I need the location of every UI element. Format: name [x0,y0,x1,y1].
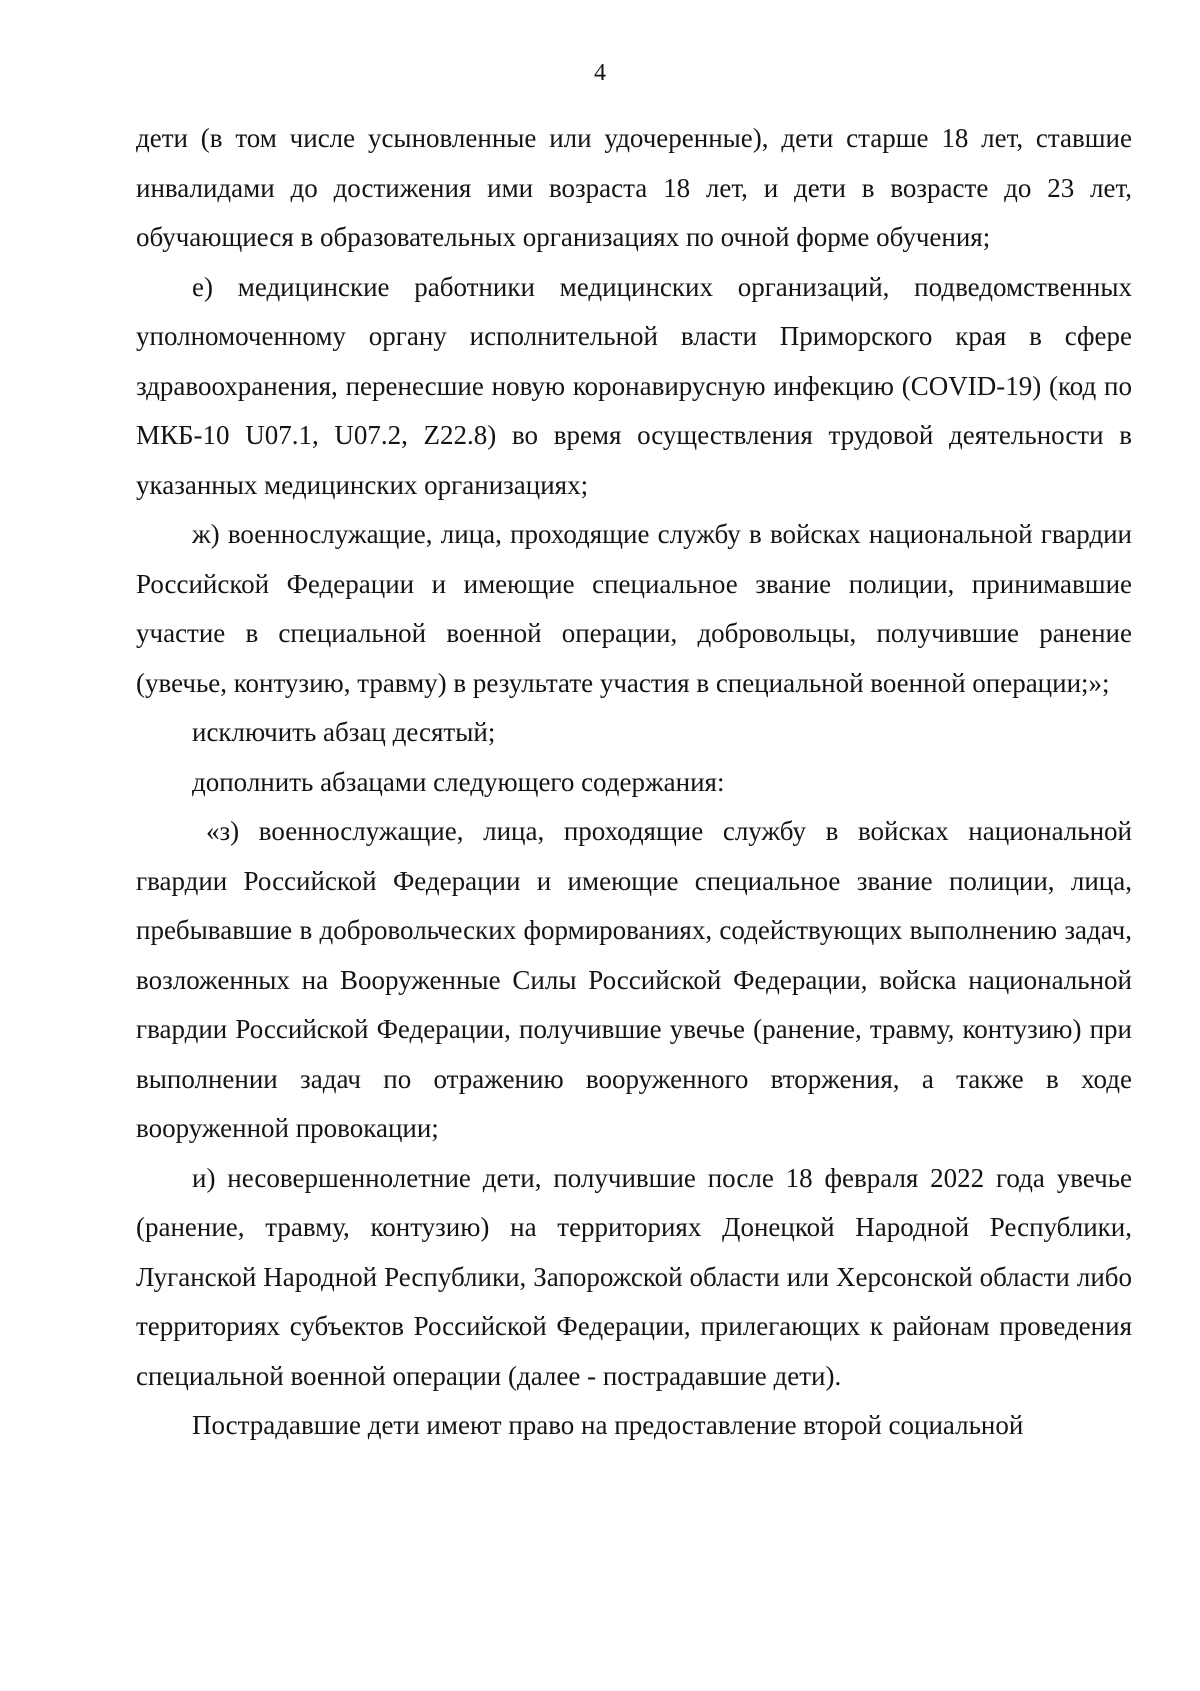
paragraph-item-i: и) несовершеннолетние дети, получившие после 18 февраля 2022 года увечье (ранение, травму, контузию) на территориях Донецкой Народной Республики, Луганской Народной Республики, Запорожской области или Херсонской области либо территориях субъектов Российской Федерации, прилегающих к районам проведения специальной военной операции (далее - пострадавшие дети). [136,1162,1132,1391]
paragraph-add-paragraphs: дополнить абзацами следующего содержания: [192,766,725,797]
paragraph-item-zh: ж) военнослужащие, лица, проходящие службу в войсках национальной гвардии Российской Федерации и имеющие специальное звание полиции, принимавшие участие в специальной военной операции, добровольцы, получившие ранение (увечье, контузию, травму) в результате участия в специальной военной операции;»; [136,519,1132,698]
paragraph-children-continuation: дети (в том числе усыновленные или удочеренные), дети старше 18 лет, ставшие инвалидами до достижения ими возраста 18 лет, и дети в возрасте до 23 лет, обучающиеся в образовательных организациях по очной форме обучения; [136,123,1132,252]
paragraph-item-z: «з) военнослужащие, лица, проходящие службу в войсках национальной гвардии Российской Федерации и имеющие специальное звание полиции, лица, пребывавшие в добровольческих формированиях, содействующих выполнению задач, возложенных на Вооруженные Силы Российской Федерации, войска национальной гвардии Российской Федерации, получившие увечье (ранение, травму, контузию) при выполнении задач по отражению вооруженного вторжения, а также в ходе вооруженной провокации; [136,816,1132,1143]
paragraph-item-e: е) медицинские работники медицинских организаций, подведомственных уполномоченному органу исполнительной власти Приморского края в сфере здравоохранения, перенесшие новую коронавирусную инфекцию (COVID-19) (код по МКБ-10 U07.1, U07.2, Z22.8) во время осуществления трудовой деятельности в указанных медицинских организациях; [136,271,1132,500]
paragraph-affected-children: Пострадавшие дети имеют право на предоставление второй социальной [192,1410,1024,1440]
page-number: 4 [594,60,606,86]
paragraph-exclude-tenth: исключить абзац десятый; [192,717,496,747]
document-body [136,114,1132,1451]
